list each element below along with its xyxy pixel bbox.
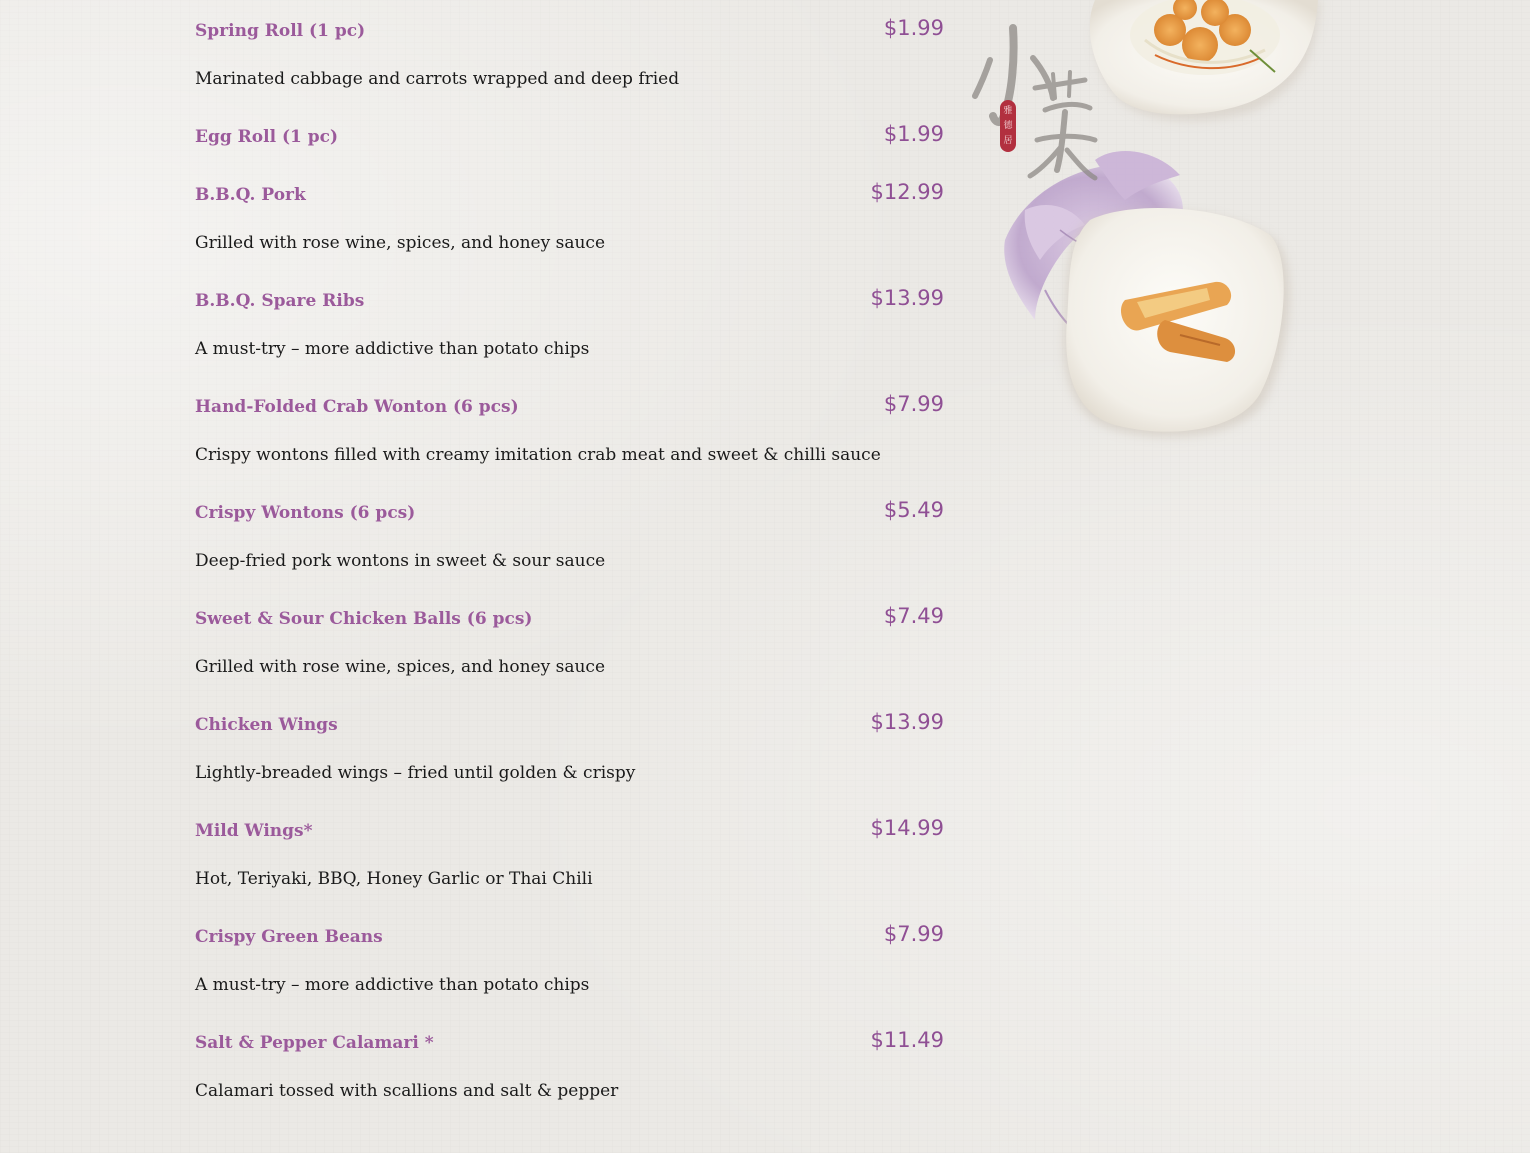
menu-item-name: Chicken Wings [195, 715, 338, 735]
menu-item-description: Grilled with rose wine, spices, and honey sauce [195, 657, 606, 677]
menu-item-price: $7.99 [883, 392, 944, 416]
menu-item-description: Marinated cabbage and carrots wrapped and deep fried [195, 69, 680, 89]
menu-item-price: $12.99 [870, 180, 944, 204]
svg-text:德: 德 [1003, 121, 1013, 131]
menu-item-description: Deep-fried pork wontons in sweet & sour sauce [195, 551, 606, 571]
menu-item-price: $13.99 [870, 710, 944, 734]
menu-item [195, 376, 945, 482]
menu-item [195, 588, 945, 694]
menu-item-price: $14.99 [870, 816, 944, 840]
menu-item-price: $1.99 [883, 122, 944, 146]
calligraphy-icon [965, 0, 1335, 450]
menu-item [195, 270, 945, 376]
menu-item [195, 106, 945, 164]
menu-item-price: $13.99 [870, 286, 944, 310]
menu-list [195, 0, 945, 1118]
svg-text:雅: 雅 [1003, 106, 1013, 116]
menu-item [195, 0, 945, 106]
menu-item-description: Crispy wontons filled with creamy imitation crab meat and sweet & chilli sauce [195, 445, 881, 465]
menu-item-name: Spring Roll (1 pc) [195, 21, 366, 41]
menu-item-price: $11.49 [870, 1028, 944, 1052]
menu-item [195, 694, 945, 800]
menu-item-description: Lightly-breaded wings – fried until golden & crispy [195, 763, 636, 783]
menu-item-price: $7.49 [883, 604, 944, 628]
menu-item-name: Salt & Pepper Calamari * [195, 1033, 434, 1053]
menu-item-name: Mild Wings* [195, 821, 313, 841]
seal-stamp-icon [1000, 100, 1016, 152]
menu-item [195, 164, 945, 270]
menu-item-name: Crispy Wontons (6 pcs) [195, 503, 416, 523]
menu-item-name: Egg Roll (1 pc) [195, 127, 339, 147]
menu-item-price: $1.99 [883, 16, 944, 40]
menu-item-name: Hand-Folded Crab Wonton (6 pcs) [195, 397, 519, 417]
svg-text:居: 居 [1003, 136, 1013, 146]
menu-item-name: Sweet & Sour Chicken Balls (6 pcs) [195, 609, 533, 629]
menu-item-price: $5.49 [883, 498, 944, 522]
menu-item-description: Calamari tossed with scallions and salt & pepper [195, 1081, 619, 1101]
menu-item-price: $7.99 [883, 922, 944, 946]
decorative-art [965, 0, 1335, 450]
menu-item-name: B.B.Q. Spare Ribs [195, 291, 365, 311]
menu-item [195, 906, 945, 1012]
menu-item-name: B.B.Q. Pork [195, 185, 306, 205]
menu-item-name: Crispy Green Beans [195, 927, 383, 947]
menu-item [195, 800, 945, 906]
menu-item-description: A must-try – more addictive than potato chips [195, 975, 590, 995]
menu-item-description: Grilled with rose wine, spices, and honey sauce [195, 233, 606, 253]
menu-item-description: Hot, Teriyaki, BBQ, Honey Garlic or Thai Chili [195, 869, 593, 889]
menu-item [195, 1012, 945, 1118]
menu-item-description: A must-try – more addictive than potato chips [195, 339, 590, 359]
menu-item [195, 482, 945, 588]
